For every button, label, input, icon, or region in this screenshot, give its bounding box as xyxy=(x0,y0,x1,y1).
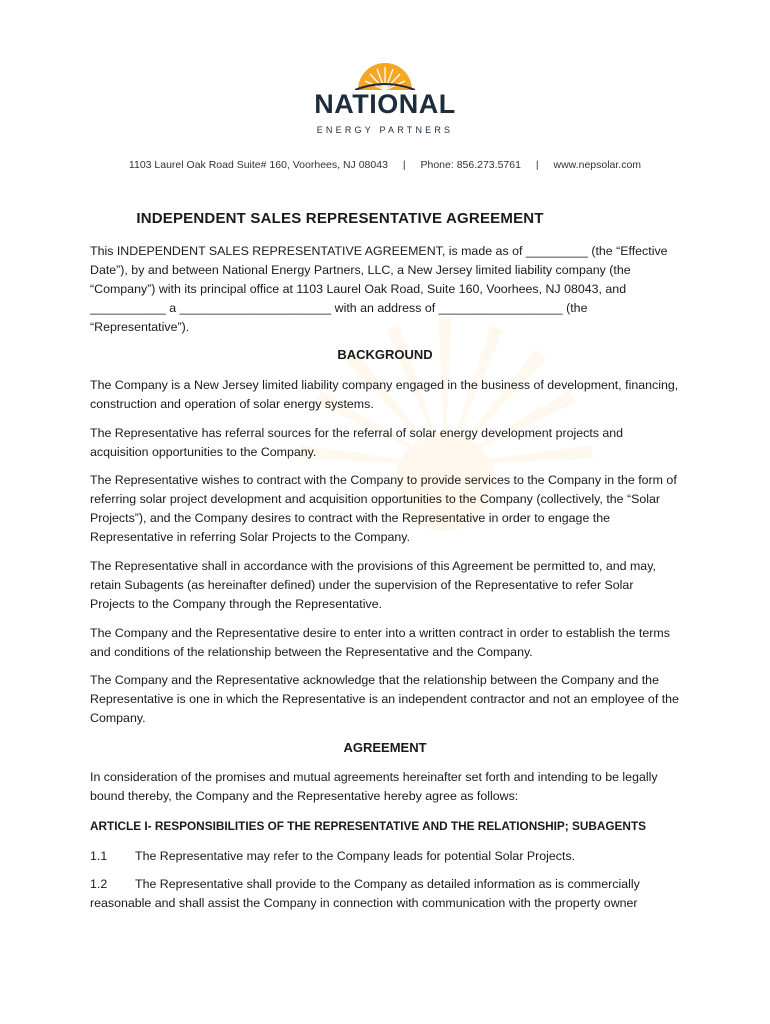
intro-paragraph: This INDEPENDENT SALES REPRESENTATIVE AGREEMENT, is made as of _________ (the “Effective Date”), by and between National Energy Partners, LLC, a New Jersey limited liability company (the “Company”) with its principal office at 1103 Laurel Oak Road, Suite 160, Voorhees, NJ 08043, and ___________ a ______________________ with an address of __________________ (the “Representative”). xyxy=(90,244,668,334)
background-paragraph: The Representative wishes to contract with the Company to provide services to the Company in the form of referring solar project development and acquisition opportunities to the Company (collectively, the “Solar Projects”), and the Company desires to contract with the Representative in order to engage the Representative in referring Solar Projects to the Company. xyxy=(90,473,677,544)
agreement-intro: In consideration of the promises and mutual agreements hereinafter set forth and intending to be legally bound thereby, the Company and the Representative hereby agree as follows: xyxy=(90,770,658,803)
address: 1103 Laurel Oak Road Suite# 160, Voorhees, NJ 08043 xyxy=(128,159,388,171)
background-paragraph: The Company and the Representative acknowledge that the relationship between the Company and the Representative is one in which the Representative is an independent contractor and not an employee of the Company. xyxy=(90,673,679,725)
phone: Phone: 856.273.5761 xyxy=(420,159,521,171)
company-logo xyxy=(310,56,460,140)
clause-text: The Representative shall provide to the Company as detailed information as is commercially reasonable and shall assist the Company in connection with communication with the property owner xyxy=(90,877,640,910)
logo-title: NATIONAL xyxy=(314,89,456,119)
website-link[interactable]: www.nepsolar.com xyxy=(553,159,642,171)
agreement-heading: AGREEMENT xyxy=(343,740,427,755)
contact-line xyxy=(0,159,770,171)
clause-number: 1.1 xyxy=(90,849,108,863)
background-paragraph: The Company is a New Jersey limited liability company engaged in the business of development, financing, construction and operation of solar energy systems. xyxy=(90,378,679,411)
clause-text: The Representative may refer to the Company leads for potential Solar Projects. xyxy=(135,849,576,863)
background-paragraph: The Representative shall in accordance with the provisions of this Agreement be permitted to, and may, retain Subagents (as hereinafter defined) under the supervision of the Representative to refer Solar Projects to the Company through the Representative. xyxy=(90,559,656,611)
clause-number: 1.2 xyxy=(90,877,108,891)
separator: | xyxy=(402,159,406,171)
sun-icon xyxy=(355,56,415,90)
article-heading: ARTICLE I- RESPONSIBILITIES OF THE REPRESENTATIVE AND THE RELATIONSHIP; SUBAGENTS xyxy=(90,819,647,833)
document-title: INDEPENDENT SALES REPRESENTATIVE AGREEMENT xyxy=(136,210,544,227)
clause xyxy=(90,875,680,913)
logo-subtitle: ENERGY PARTNERS xyxy=(316,125,454,135)
separator: | xyxy=(535,159,539,171)
background-paragraph: The Representative has referral sources for the referral of solar energy development projects and acquisition opportunities to the Company. xyxy=(90,426,624,459)
clause xyxy=(90,847,680,866)
background-heading: BACKGROUND xyxy=(337,347,433,362)
background-paragraph: The Company and the Representative desire to enter into a written contract in order to establish the terms and conditions of the relationship between the Representative and the Company. xyxy=(90,626,670,659)
